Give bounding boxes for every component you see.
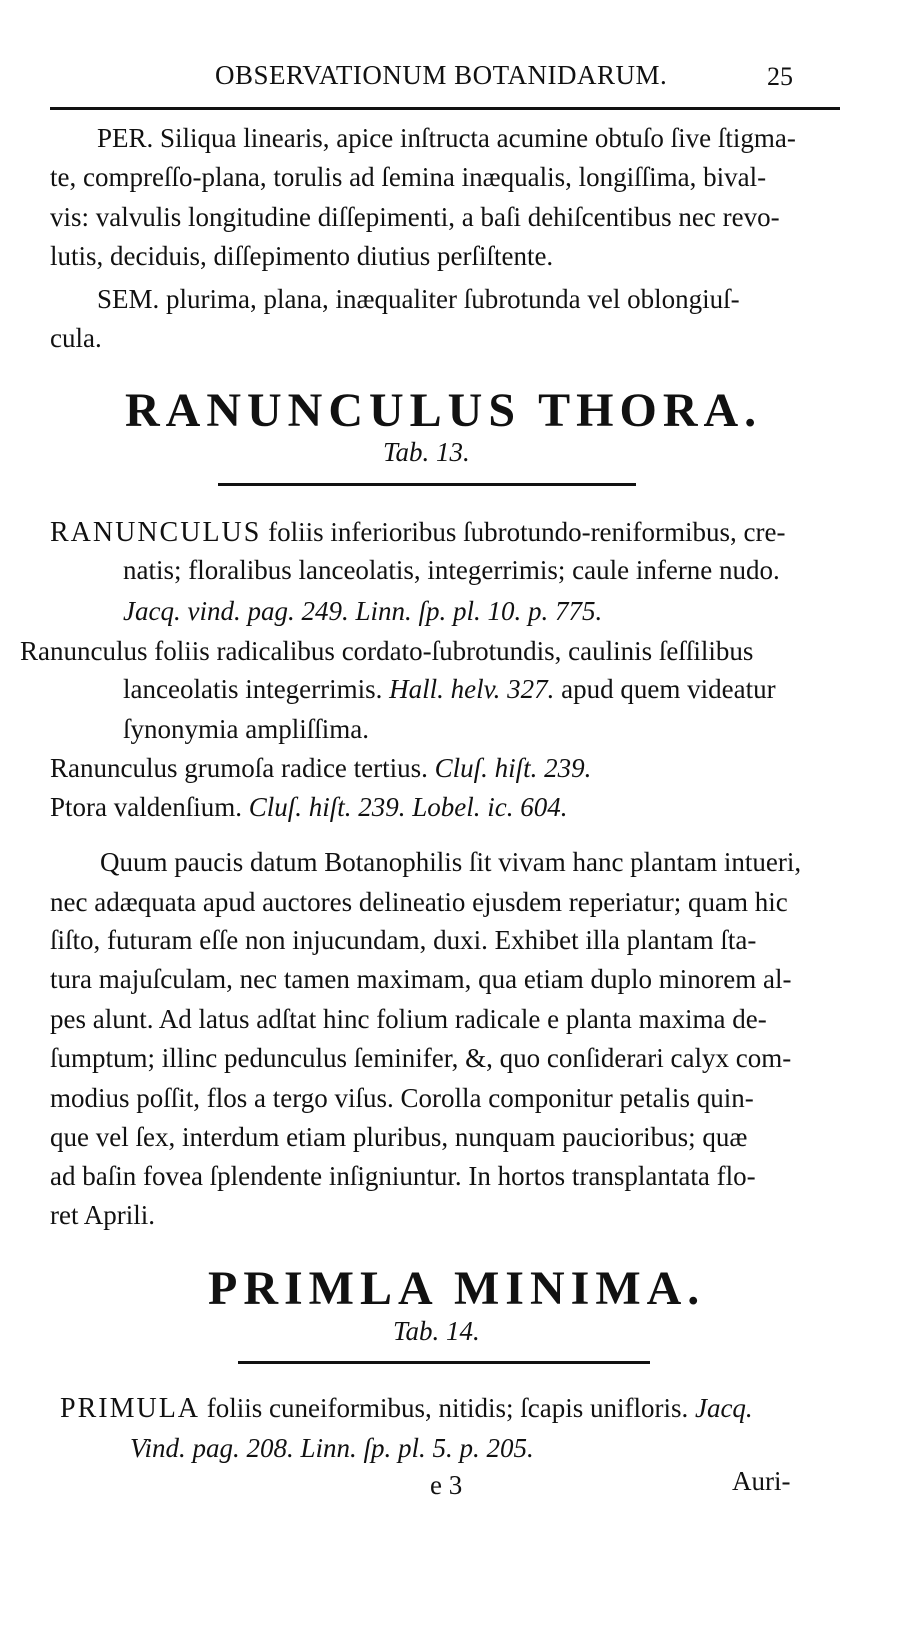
body-line-5: pes alunt. Ad latus adſtat hinc folium radicale e planta maxima de-	[50, 1004, 767, 1034]
primula-synonym-line-2: Vind. pag. 208. Linn. ſp. pl. 5. p. 205.	[130, 1433, 534, 1463]
page-number: 25	[767, 62, 793, 91]
sem-line-2: cula.	[50, 323, 102, 353]
genus-caps: PRIMULA	[60, 1393, 201, 1424]
section-rule-1	[218, 483, 636, 486]
signature-mark: e 3	[430, 1470, 463, 1500]
citation: Cluſ. hiſt. 239.	[434, 753, 592, 783]
body-line-9: ad baſin fovea ſplendente inſigniuntur. In hortos transplantata flo-	[50, 1161, 756, 1191]
per-line-4: lutis, deciduis, diſſepimento diutius perſiſtente.	[50, 241, 554, 271]
synonym-text: foliis inferioribus ſubrotundo-reniformibus, cre-	[261, 517, 786, 547]
header-rule	[50, 107, 840, 110]
citation: Hall. helv. 327.	[389, 674, 555, 704]
synonym-2-line-3: ſynonymia ampliſſima.	[123, 714, 369, 744]
synonym-text: Ptora valdenſium.	[50, 792, 249, 822]
synonym-3	[50, 750, 591, 786]
section-title-primla: PRIMLA MINIMA.	[208, 1262, 706, 1315]
section-rule-2	[238, 1361, 650, 1364]
synonym-text: lanceolatis integerrimis.	[123, 674, 390, 704]
citation: Cluſ. hiſt. 239. Lobel. ic. 604.	[248, 792, 568, 822]
per-line-2: te, compreſſo-plana, torulis ad ſemina inæqualis, longiſſima, bival-	[50, 162, 767, 192]
body-line-3: ſiſto, futuram eſſe non injucundam, duxi. Exhibet illa plantam ſta-	[50, 925, 757, 955]
running-head: OBSERVATIONUM BOTANIDARUM.	[215, 60, 668, 90]
synonym-2-line-1: Ranunculus foliis radicalibus cordato-ſubrotundis, caulinis ſeſſilibus	[20, 636, 754, 666]
citation: Jacq.	[694, 1393, 753, 1423]
synonym-1-line-2: natis; floralibus lanceolatis, integerrimis; caule inferne nudo.	[123, 555, 780, 585]
body-line-4: tura majuſculam, nec tamen maximam, qua etiam duplo minorem al-	[50, 964, 792, 994]
body-line-10: ret Aprili.	[50, 1200, 155, 1230]
synonym-text: foliis cuneiformibus, nitidis; ſcapis unifloris.	[200, 1393, 695, 1423]
synonym-text: apud quem videatur	[554, 674, 776, 704]
catchword: Auri-	[732, 1466, 791, 1496]
body-line-2: nec adæquata apud auctores delineatio ejusdem reperiatur; quam hic	[50, 887, 788, 917]
body-line-7: modius poſſit, flos a tergo viſus. Corolla componitur petalis quin-	[50, 1083, 754, 1113]
synonym-1-reference: Jacq. vind. pag. 249. Linn. ſp. pl. 10. p. 775.	[123, 596, 603, 626]
synonym-2-line-2	[123, 671, 776, 707]
plate-reference-13: Tab. 13.	[383, 437, 470, 467]
per-line-1: PER. Siliqua linearis, apice inſtructa acumine obtuſo ſive ſtigma-	[97, 123, 796, 153]
body-line-6: ſumptum; illinc pedunculus ſeminifer, &, quo conſiderari calyx com-	[50, 1043, 792, 1073]
primula-synonym-line-1	[60, 1390, 753, 1427]
sem-line-1: SEM. plurima, plana, inæqualiter ſubrotunda vel oblongiuſ-	[97, 284, 740, 314]
section-title-ranunculus: RANUNCULUS THORA.	[125, 384, 763, 437]
synonym-1-line-1	[50, 514, 786, 551]
plate-reference-14: Tab. 14.	[393, 1316, 480, 1346]
synonym-text: Ranunculus grumoſa radice tertius.	[50, 753, 435, 783]
per-line-3: vis: valvulis longitudine diſſepimenti, a baſi dehiſcentibus nec revo-	[50, 202, 780, 232]
body-line-8: que vel ſex, interdum etiam pluribus, nunquam paucioribus; quæ	[50, 1122, 748, 1152]
synonym-4	[50, 789, 567, 825]
genus-caps: RANUNCULUS	[50, 517, 262, 548]
body-line-1: Quum paucis datum Botanophilis ſit vivam hanc plantam intueri,	[100, 847, 802, 877]
